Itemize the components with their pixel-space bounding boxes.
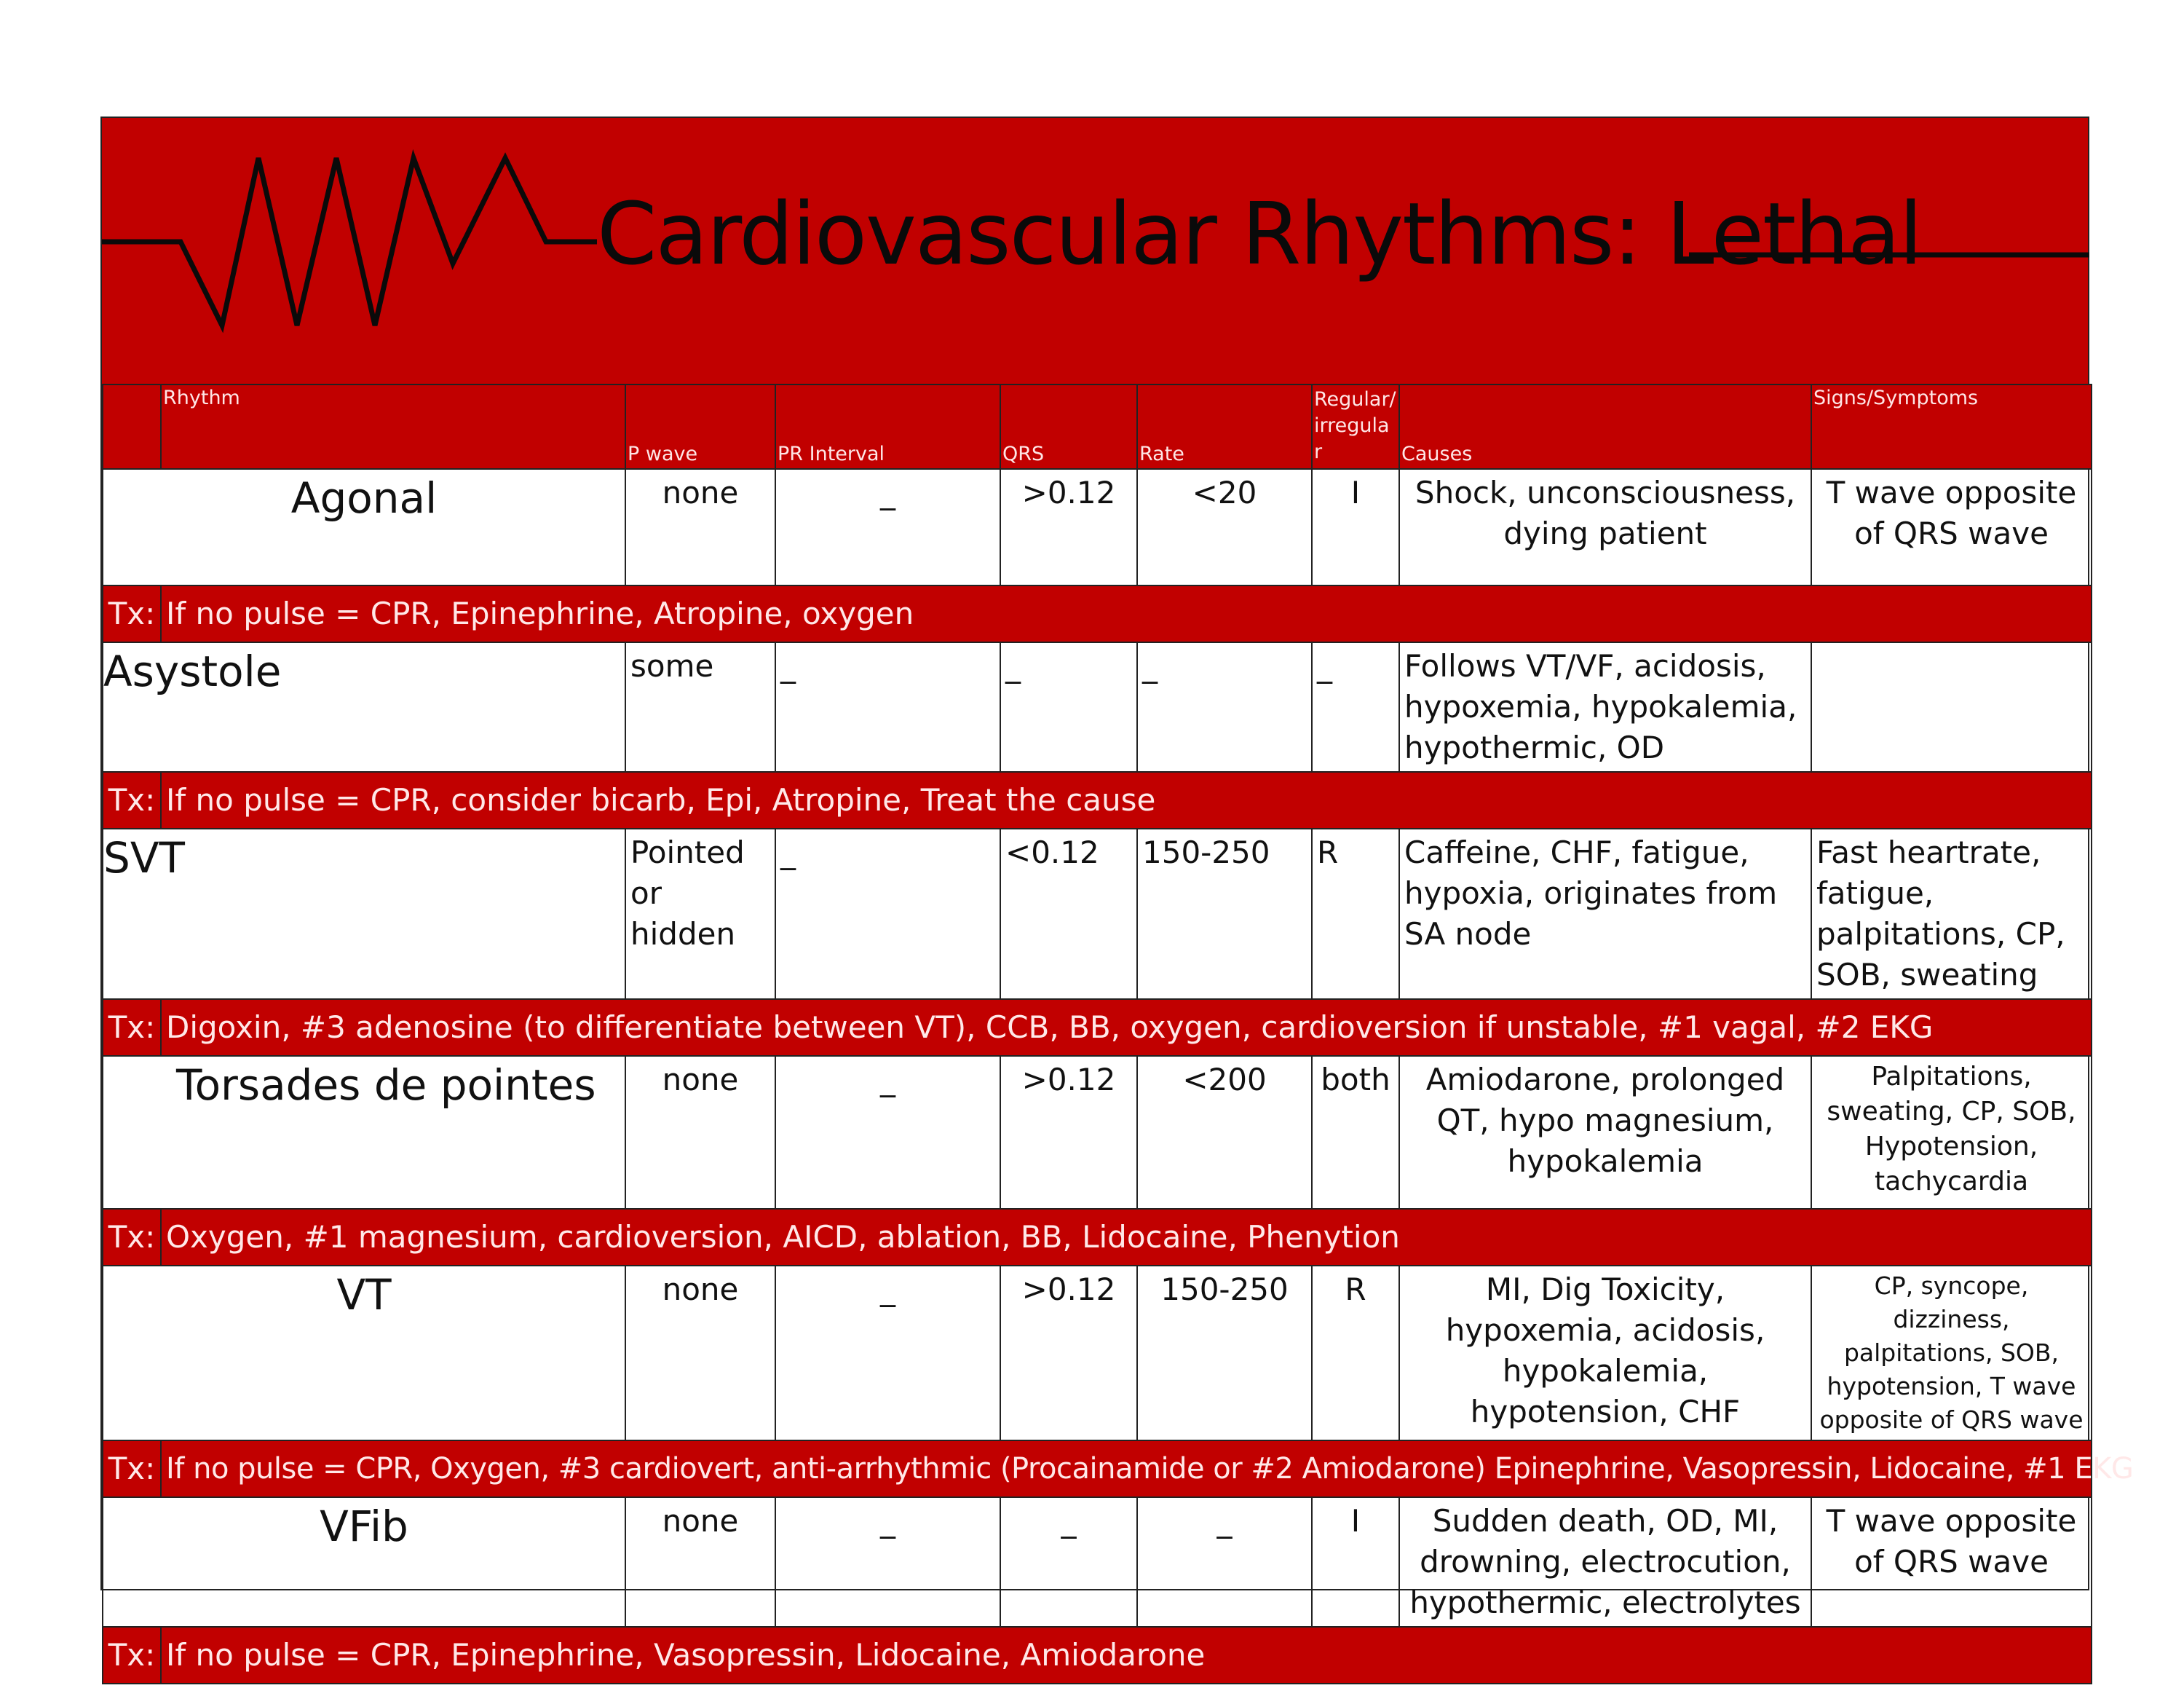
signs-cell: Fast heartrate, fatigue, palpitations, CP, SOB, sweating bbox=[1811, 829, 2092, 999]
header-p-wave: P wave bbox=[625, 384, 775, 469]
table-row bbox=[103, 829, 2092, 999]
signs-cell: T wave opposite of QRS wave bbox=[1811, 469, 2092, 585]
p-wave-cell: none bbox=[625, 469, 775, 585]
causes-cell: Sudden death, OD, MI, drowning, electrocution, hypothermic, electrolytes bbox=[1399, 1497, 1811, 1627]
p-wave-cell: none bbox=[625, 1266, 775, 1440]
treatment-text: If no pulse = CPR, Epinephrine, Vasopressin, Lidocaine, Amiodarone bbox=[161, 1627, 2092, 1684]
qrs-cell: >0.12 bbox=[1000, 469, 1137, 585]
header-blank bbox=[103, 384, 161, 469]
regularity-cell: I bbox=[1312, 469, 1399, 585]
treatment-row bbox=[103, 999, 2092, 1056]
treatment-row bbox=[103, 1209, 2092, 1266]
signs-cell: Palpitations, sweating, CP, SOB, Hypotension, tachycardia bbox=[1811, 1056, 2092, 1209]
tx-label: Tx: bbox=[103, 585, 161, 642]
header-regular: Regular/irregular bbox=[1312, 384, 1399, 469]
pr-interval-cell: _ bbox=[775, 829, 1000, 999]
header-qrs: QRS bbox=[1000, 384, 1137, 469]
table-row bbox=[103, 469, 2092, 585]
p-wave-cell: none bbox=[625, 1497, 775, 1627]
signs-cell: T wave opposite of QRS wave bbox=[1811, 1497, 2092, 1627]
pr-interval-cell: _ bbox=[775, 1497, 1000, 1627]
tx-label: Tx: bbox=[103, 1627, 161, 1684]
tx-label: Tx: bbox=[103, 1440, 161, 1497]
table-row bbox=[103, 642, 2092, 772]
rate-cell: <200 bbox=[1137, 1056, 1312, 1209]
pr-interval-cell: _ bbox=[775, 1056, 1000, 1209]
regularity-cell: _ bbox=[1312, 642, 1399, 772]
rhythm-name: VT bbox=[103, 1266, 625, 1440]
tx-label: Tx: bbox=[103, 1209, 161, 1266]
qrs-cell: _ bbox=[1000, 1497, 1137, 1627]
rate-cell: <20 bbox=[1137, 469, 1312, 585]
treatment-text: If no pulse = CPR, Epinephrine, Atropine, oxygen bbox=[161, 585, 2092, 642]
regularity-cell: R bbox=[1312, 829, 1399, 999]
causes-cell: Shock, unconsciousness, dying patient bbox=[1399, 469, 1811, 585]
treatment-row bbox=[103, 772, 2092, 829]
rate-cell: _ bbox=[1137, 1497, 1312, 1627]
causes-cell: Caffeine, CHF, fatigue, hypoxia, originates from SA node bbox=[1399, 829, 1811, 999]
pr-interval-cell: _ bbox=[775, 469, 1000, 585]
p-wave-cell: none bbox=[625, 1056, 775, 1209]
header-signs: Signs/Symptoms bbox=[1811, 384, 2092, 469]
rhythm-name: Asystole bbox=[103, 642, 625, 772]
treatment-text: If no pulse = CPR, Oxygen, #3 cardiovert, anti-arrhythmic (Procainamide or #2 Amiodarone) Epinephrine, Vasopressin, Lidocaine, #1 EKG bbox=[161, 1440, 2092, 1497]
signs-cell bbox=[1811, 642, 2092, 772]
treatment-text: Oxygen, #1 magnesium, cardioversion, AICD, ablation, BB, Lidocaine, Phenytion bbox=[161, 1209, 2092, 1266]
treatment-row bbox=[103, 1440, 2092, 1497]
qrs-cell: _ bbox=[1000, 642, 1137, 772]
causes-cell: MI, Dig Toxicity, hypoxemia, acidosis, hypokalemia, hypotension, CHF bbox=[1399, 1266, 1811, 1440]
rhythm-name: SVT bbox=[103, 829, 625, 999]
tx-label: Tx: bbox=[103, 772, 161, 829]
table-header-row bbox=[103, 384, 2092, 469]
signs-cell: CP, syncope, dizziness, palpitations, SOB, hypotension, T wave opposite of QRS wave bbox=[1811, 1266, 2092, 1440]
treatment-row bbox=[103, 585, 2092, 642]
causes-cell: Follows VT/VF, acidosis, hypoxemia, hypokalemia, hypothermic, OD bbox=[1399, 642, 1811, 772]
header-rhythm: Rhythm bbox=[161, 384, 625, 469]
rate-cell: 150-250 bbox=[1137, 1266, 1312, 1440]
p-wave-cell: some bbox=[625, 642, 775, 772]
rate-cell: _ bbox=[1137, 642, 1312, 772]
qrs-cell: >0.12 bbox=[1000, 1266, 1137, 1440]
qrs-cell: <0.12 bbox=[1000, 829, 1137, 999]
header-pr-interval: PR Interval bbox=[775, 384, 1000, 469]
treatment-row bbox=[103, 1627, 2092, 1684]
rhythm-table bbox=[102, 384, 2134, 1684]
qrs-cell: >0.12 bbox=[1000, 1056, 1137, 1209]
pr-interval-cell: _ bbox=[775, 1266, 1000, 1440]
table-row bbox=[103, 1056, 2092, 1209]
rhythm-name: VFib bbox=[103, 1497, 625, 1627]
causes-cell: Amiodarone, prolonged QT, hypo magnesium, hypokalemia bbox=[1399, 1056, 1811, 1209]
header-rate: Rate bbox=[1137, 384, 1312, 469]
regularity-cell: I bbox=[1312, 1497, 1399, 1627]
treatment-text: Digoxin, #3 adenosine (to differentiate between VT), CCB, BB, oxygen, cardioversion if unstable, #1 vagal, #2 EKG bbox=[161, 999, 2092, 1056]
header-causes: Causes bbox=[1399, 384, 1811, 469]
table-row bbox=[103, 1497, 2092, 1627]
rhythm-chart-sheet bbox=[100, 117, 2134, 1673]
rhythm-name: Torsades de pointes bbox=[103, 1056, 625, 1209]
regularity-cell: R bbox=[1312, 1266, 1399, 1440]
p-wave-cell: Pointed or hidden bbox=[625, 829, 775, 999]
table-row bbox=[103, 1266, 2092, 1440]
page-title: Cardiovascular Rhythms: Lethal bbox=[597, 184, 1922, 284]
title-banner bbox=[102, 118, 2088, 384]
rhythm-name: Agonal bbox=[103, 469, 625, 585]
rate-cell: 150-250 bbox=[1137, 829, 1312, 999]
tx-label: Tx: bbox=[103, 999, 161, 1056]
treatment-text: If no pulse = CPR, consider bicarb, Epi, Atropine, Treat the cause bbox=[161, 772, 2092, 829]
pr-interval-cell: _ bbox=[775, 642, 1000, 772]
regularity-cell: both bbox=[1312, 1056, 1399, 1209]
